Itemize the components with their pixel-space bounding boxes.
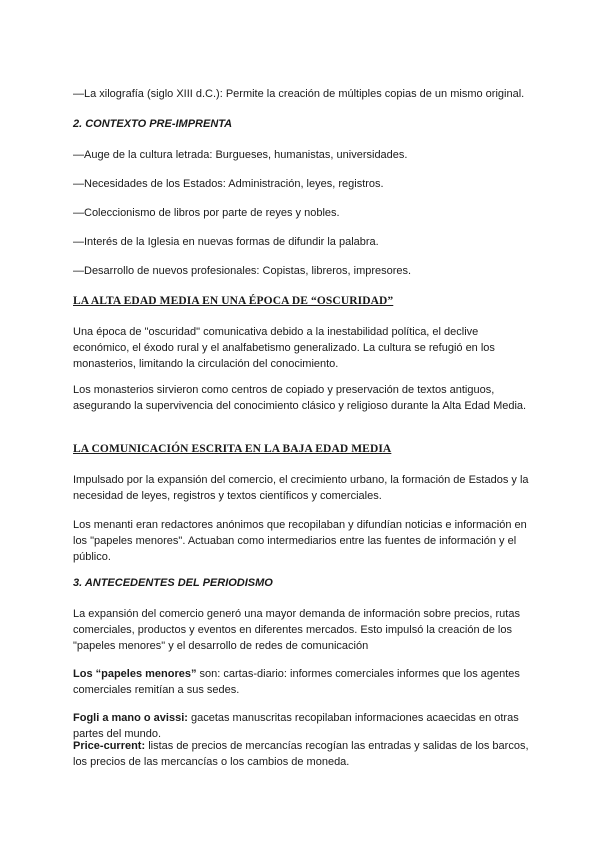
baja-edad-media-heading: LA COMUNICACIÓN ESCRITA EN LA BAJA EDAD MEDIA — [73, 443, 392, 455]
list-item: —Desarrollo de nuevos profesionales: Copistas, libreros, impresores. — [73, 265, 412, 277]
price-current-text: listas de precios de mercancías recogían las entradas y salidas de los barcos, los precios de las mercancías o los cambios de moneda. — [73, 740, 529, 768]
papeles-menores-text: son: cartas-diario: informes comerciales informes que los agentes comerciales remitían a sus sedes. — [73, 668, 520, 696]
price-current-term: Price-current: — [73, 740, 146, 752]
alta-edad-media-heading: LA ALTA EDAD MEDIA EN UNA ÉPOCA DE “OSCURIDAD” — [73, 295, 394, 307]
section-3-paragraph: La expansión del comercio generó una mayor demanda de información sobre precios, rutas comerciales, productos y eventos en diferentes mercados. Esto impulsó la creación de los "papeles menores" y el desarrollo de redes de comunicación — [73, 608, 520, 652]
alta-edad-media-paragraph-1: Una época de "oscuridad" comunicativa debido a la inestabilidad política, el declive económico, el éxodo rural y el analfabetismo generalizado. La cultura se refugió en los monasterios, limitando la circulación del conocimiento. — [73, 326, 495, 370]
list-item: —Interés de la Iglesia en nuevas formas de difundir la palabra. — [73, 236, 379, 248]
list-item: —Auge de la cultura letrada: Burgueses, humanistas, universidades. — [73, 149, 408, 161]
fogli-term: Fogli a mano o avissi: — [73, 712, 188, 724]
alta-edad-media-paragraph-2: Los monasterios sirvieron como centros de copiado y preservación de textos antiguos, asegurando la supervivencia del conocimiento clásico y religioso durante la Alta Edad Media. — [73, 384, 527, 412]
section-2-heading: 2. CONTEXTO PRE-IMPRENTA — [73, 118, 233, 130]
baja-edad-media-paragraph-1: Impulsado por la expansión del comercio, el crecimiento urbano, la formación de Estados y la necesidad de leyes, registros y textos científicos y comerciales. — [73, 474, 529, 502]
papeles-menores-definition — [73, 666, 533, 698]
baja-edad-media-paragraph-2: Los menanti eran redactores anónimos que recopilaban y difundían noticias e información en los "papeles menores". Actuaban como intermediarios entre las fuentes de información y el público. — [73, 519, 527, 563]
list-item: —Coleccionismo de libros por parte de reyes y nobles. — [73, 207, 340, 219]
section-3-heading: 3. ANTECEDENTES DEL PERIODISMO — [73, 577, 273, 589]
papeles-menores-term: Los “papeles menores” — [73, 668, 197, 680]
xilografia-line: —La xilografía (siglo XIII d.C.): Permite la creación de múltiples copias de un mismo original. — [73, 88, 525, 100]
fogli-text: gacetas manuscritas recopilaban informaciones acaecidas en otras partes del mundo. — [73, 712, 519, 740]
list-item: —Necesidades de los Estados: Administración, leyes, registros. — [73, 178, 384, 190]
price-current-definition — [73, 738, 533, 770]
